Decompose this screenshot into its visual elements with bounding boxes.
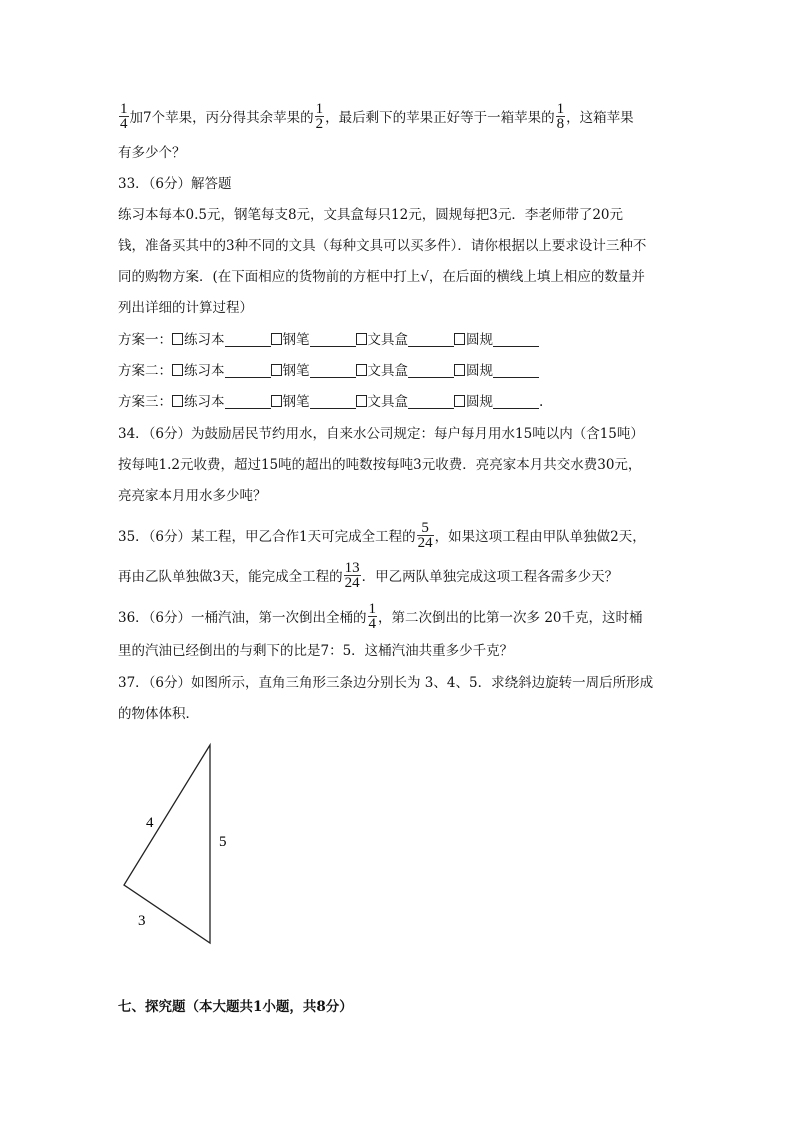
item-label: 圆规 bbox=[466, 394, 493, 410]
item-label: 钢笔 bbox=[282, 394, 310, 410]
item-label: 钢笔 bbox=[282, 332, 310, 348]
plan-label: 方案三： bbox=[118, 394, 172, 410]
checkbox[interactable] bbox=[454, 395, 465, 407]
fraction: $\frac{1}{8}$ bbox=[556, 101, 565, 132]
fraction: $\frac{5}{24}$ bbox=[417, 520, 433, 551]
fraction: $\frac{1}{4}$ bbox=[120, 101, 128, 132]
q37-line1: 37．（6分）如图所示，直角三角形三条边分别长为 3、4、5．求绕斜边旋转一周后所形成 bbox=[118, 675, 654, 691]
checkbox[interactable] bbox=[271, 333, 282, 345]
triangle-figure bbox=[110, 735, 250, 955]
answer-blank[interactable] bbox=[225, 394, 271, 409]
q36-text: 36．（6分）一桶汽油，第一次倒出全桶的 bbox=[118, 610, 367, 626]
answer-blank[interactable] bbox=[310, 394, 356, 409]
q36-line2: 里的汽油已经倒出的与剩下的比是7：5．这桶汽油共重多少千克？ bbox=[118, 643, 514, 659]
q35-text: 再由乙队单独做3天，能完成全工程的 bbox=[118, 569, 343, 585]
plan-row bbox=[118, 361, 539, 381]
side-label: 5 bbox=[219, 834, 227, 850]
q35-text: 35．（6分）某工程，甲乙合作1天可完成全工程的 bbox=[118, 529, 416, 545]
fraction: $\frac{1}{4}$ bbox=[368, 601, 377, 632]
answer-blank[interactable] bbox=[225, 363, 271, 378]
answer-blank[interactable] bbox=[310, 363, 356, 378]
checkbox[interactable] bbox=[172, 364, 183, 376]
q35-line2 bbox=[118, 560, 619, 592]
q32-line1 bbox=[118, 101, 634, 133]
fraction: $\frac{13}{24}$ bbox=[344, 560, 360, 591]
plan-row bbox=[118, 330, 539, 350]
q34-line2: 按每吨1.2元收费，超过15吨的超出的吨数按每吨3元收费．亮亮家本月共交水费30元， bbox=[118, 457, 642, 473]
answer-blank[interactable] bbox=[408, 363, 454, 378]
answer-blank[interactable] bbox=[408, 394, 454, 409]
plan-row bbox=[118, 392, 543, 412]
checkbox[interactable] bbox=[356, 333, 367, 345]
item-label: 练习本 bbox=[184, 394, 225, 410]
item-label: 圆规 bbox=[466, 363, 493, 379]
q35-text: ．甲乙两队单独完成这项工程各需多少天？ bbox=[361, 569, 619, 585]
item-label: 文具盒 bbox=[367, 394, 408, 410]
checkbox[interactable] bbox=[172, 395, 183, 407]
answer-blank[interactable] bbox=[225, 332, 271, 347]
section-heading: 七、探究题（本大题共1小题，共8分） bbox=[118, 999, 353, 1015]
q36-text: ，第二次倒出的比第一次多 20千克，这时桶 bbox=[378, 610, 643, 626]
q32-text: 加7个苹果，丙分得其余苹果的 bbox=[129, 110, 314, 126]
plan-label: 方案二： bbox=[118, 363, 172, 379]
q37-line2: 的物体体积． bbox=[118, 706, 199, 722]
checkbox[interactable] bbox=[271, 364, 282, 376]
item-label: 圆规 bbox=[466, 332, 493, 348]
item-label: 文具盒 bbox=[367, 363, 408, 379]
item-label: 练习本 bbox=[184, 363, 225, 379]
side-label: 3 bbox=[138, 913, 146, 929]
checkbox[interactable] bbox=[356, 395, 367, 407]
answer-blank[interactable] bbox=[493, 332, 539, 347]
item-label: 钢笔 bbox=[282, 363, 310, 379]
q35-line1 bbox=[118, 520, 646, 552]
q32-text: ，这箱苹果 bbox=[566, 110, 634, 126]
right-triangle bbox=[124, 745, 210, 943]
checkbox[interactable] bbox=[454, 364, 465, 376]
fraction: $\frac{1}{2}$ bbox=[315, 101, 324, 132]
answer-blank[interactable] bbox=[310, 332, 356, 347]
checkbox[interactable] bbox=[356, 364, 367, 376]
checkbox[interactable] bbox=[454, 333, 465, 345]
side-label: 4 bbox=[146, 815, 154, 831]
q32-text: ，最后剩下的苹果正好等于一箱苹果的 bbox=[325, 110, 555, 126]
q33-title: 33．（6分）解答题 bbox=[118, 176, 232, 192]
plan-label: 方案一： bbox=[118, 332, 172, 348]
answer-blank[interactable] bbox=[493, 363, 539, 378]
checkbox[interactable] bbox=[271, 395, 282, 407]
item-label: 练习本 bbox=[184, 332, 225, 348]
q33-line1: 练习本每本0.5元，钢笔每支8元，文具盒每只12元，圆规每把3元．李老师带了20元 bbox=[118, 207, 624, 223]
q32-line2: 有多少个？ bbox=[118, 145, 186, 161]
checkbox[interactable] bbox=[172, 333, 183, 345]
q35-text: ，如果这项工程由甲队单独做2天， bbox=[434, 529, 646, 545]
q36-line1 bbox=[118, 601, 643, 633]
q33-line3: 同的购物方案．(在下面相应的货物前的方框中打上√，在后面的横线上填上相应的数量并 bbox=[118, 269, 645, 285]
plan-end: . bbox=[539, 394, 544, 410]
answer-blank[interactable] bbox=[408, 332, 454, 347]
q33-line4: 列出详细的计算过程） bbox=[118, 300, 253, 316]
q34-line3: 亮亮家本月用水多少吨？ bbox=[118, 488, 267, 504]
item-label: 文具盒 bbox=[367, 332, 408, 348]
answer-blank[interactable] bbox=[493, 394, 539, 409]
q33-line2: 钱，准备买其中的3种不同的文具（每种文具可以买多件）．请你根据以上要求设计三种不 bbox=[118, 238, 647, 254]
q34-line1: 34．（6分）为鼓励居民节约用水，自来水公司规定：每户每月用水15吨以内（含15吨） bbox=[118, 426, 644, 442]
